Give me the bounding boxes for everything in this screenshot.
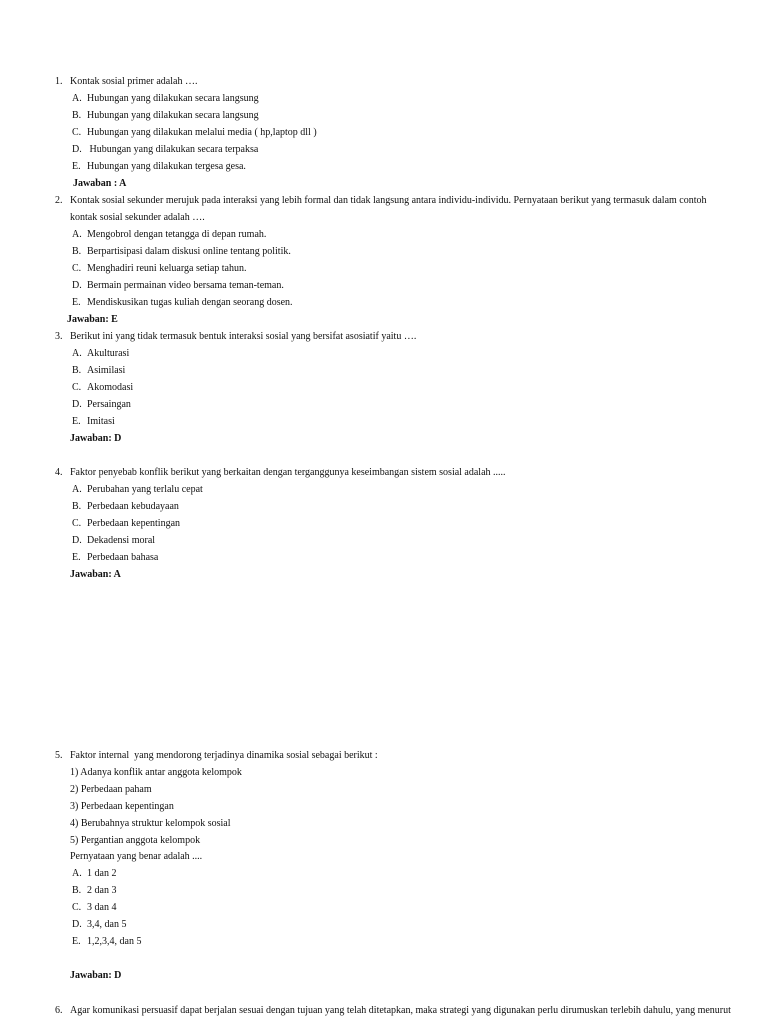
statement-item: 3) Perbedaan kepentingan <box>70 801 174 812</box>
answer-key: Jawaban: E <box>67 314 118 325</box>
question-text: Kontak sosial primer adalah …. <box>70 76 198 87</box>
question-number: 2. <box>55 195 63 206</box>
option-letter: E. <box>72 552 81 563</box>
answer-key: Jawaban: A <box>70 569 121 580</box>
option-letter: E. <box>72 297 81 308</box>
option-text: Persaingan <box>87 399 131 410</box>
question-text: Faktor internal yang mendorong terjadinya dinamika sosial sebagai berikut : <box>70 750 378 761</box>
statement-item: 4) Berubahnya struktur kelompok sosial <box>70 818 231 829</box>
option-text: Dekadensi moral <box>87 535 156 546</box>
option-text: Mengobrol dengan tetangga di depan rumah. <box>87 229 267 240</box>
option-letter: C. <box>72 382 82 393</box>
option-letter: B. <box>72 246 82 257</box>
option-text: Perbedaan kepentingan <box>87 518 181 529</box>
option-text: Asimilasi <box>87 365 126 376</box>
option-text: Perubahan yang terlalu cepat <box>87 484 203 495</box>
option-letter: D. <box>72 919 82 930</box>
option-text: 3,4, dan 5 <box>87 919 127 930</box>
option-letter: B. <box>72 365 82 376</box>
option-letter: D. <box>72 144 82 155</box>
option-text: Mendiskusikan tugas kuliah dengan seorang dosen. <box>87 297 293 308</box>
statement-item: 2) Perbedaan paham <box>70 784 152 795</box>
question-text: Faktor penyebab konflik berikut yang berkaitan dengan terganggunya keseimbangan sistem sosial adalah ..... <box>70 467 506 478</box>
option-text: Perbedaan bahasa <box>87 552 159 563</box>
option-text: Hubungan yang dilakukan melalui media ( hp,laptop dll ) <box>87 127 317 138</box>
option-text: Akomodasi <box>87 382 134 393</box>
option-letter: E. <box>72 936 81 947</box>
question-number: 1. <box>55 76 63 87</box>
question-text-line-1: Kontak sosial sekunder merujuk pada interaksi yang lebih formal dan tidak langsung antara individu-individu. Pernyataan berikut yang termasuk dalam contoh <box>70 195 707 206</box>
option-letter: C. <box>72 127 82 138</box>
option-letter: D. <box>72 399 82 410</box>
option-letter: A. <box>72 229 82 240</box>
option-letter: C. <box>72 263 82 274</box>
answer-key: Jawaban : A <box>73 178 127 189</box>
option-text: Menghadiri reuni keluarga setiap tahun. <box>87 263 247 274</box>
question-text: Agar komunikasi persuasif dapat berjalan sesuai dengan tujuan yang telah ditetapkan, maka strategi yang digunakan perlu dirumuskan terlebih dahulu, yang menurut <box>70 1005 731 1016</box>
statement-item: 5) Pergantian anggota kelompok <box>70 835 201 846</box>
option-letter: D. <box>72 280 82 291</box>
option-letter: C. <box>72 518 82 529</box>
option-text: Berpartisipasi dalam diskusi online tentang politik. <box>87 246 291 257</box>
option-letter: E. <box>72 416 81 427</box>
question-text-line-2: kontak sosial sekunder adalah …. <box>70 212 205 223</box>
question-number: 3. <box>55 331 63 342</box>
option-text: 3 dan 4 <box>87 902 117 913</box>
option-text: Hubungan yang dilakukan secara langsung <box>87 93 259 104</box>
option-letter: D. <box>72 535 82 546</box>
option-letter: A. <box>72 348 82 359</box>
option-text: Hubungan yang dilakukan secara langsung <box>87 110 259 121</box>
option-text: Perbedaan kebudayaan <box>87 501 179 512</box>
answer-key: Jawaban: D <box>70 970 122 981</box>
statement-item: 1) Adanya konflik antar anggota kelompok <box>70 767 242 778</box>
option-text: Bermain permainan video bersama teman-teman. <box>87 280 284 291</box>
option-text: Hubungan yang dilakukan tergesa gesa. <box>87 161 246 172</box>
option-letter: A. <box>72 484 82 495</box>
option-text: 1 dan 2 <box>87 868 117 879</box>
option-letter: E. <box>72 161 81 172</box>
question-prompt: Pernyataan yang benar adalah .... <box>70 851 203 862</box>
question-number: 6. <box>55 1005 63 1016</box>
answer-key: Jawaban: D <box>70 433 122 444</box>
question-number: 4. <box>55 467 63 478</box>
option-text: 1,2,3,4, dan 5 <box>87 936 142 947</box>
option-letter: A. <box>72 93 82 104</box>
question-number: 5. <box>55 750 63 761</box>
option-text: Akulturasi <box>87 348 130 359</box>
option-letter: B. <box>72 885 82 896</box>
option-text: 2 dan 3 <box>87 885 117 896</box>
option-letter: B. <box>72 501 82 512</box>
question-text: Berikut ini yang tidak termasuk bentuk interaksi sosial yang bersifat asosiatif yaitu …. <box>70 331 417 342</box>
option-letter: A. <box>72 868 82 879</box>
option-letter: C. <box>72 902 82 913</box>
option-text: Imitasi <box>87 416 115 427</box>
option-text: Hubungan yang dilakukan secara terpaksa <box>87 144 259 155</box>
option-letter: B. <box>72 110 82 121</box>
